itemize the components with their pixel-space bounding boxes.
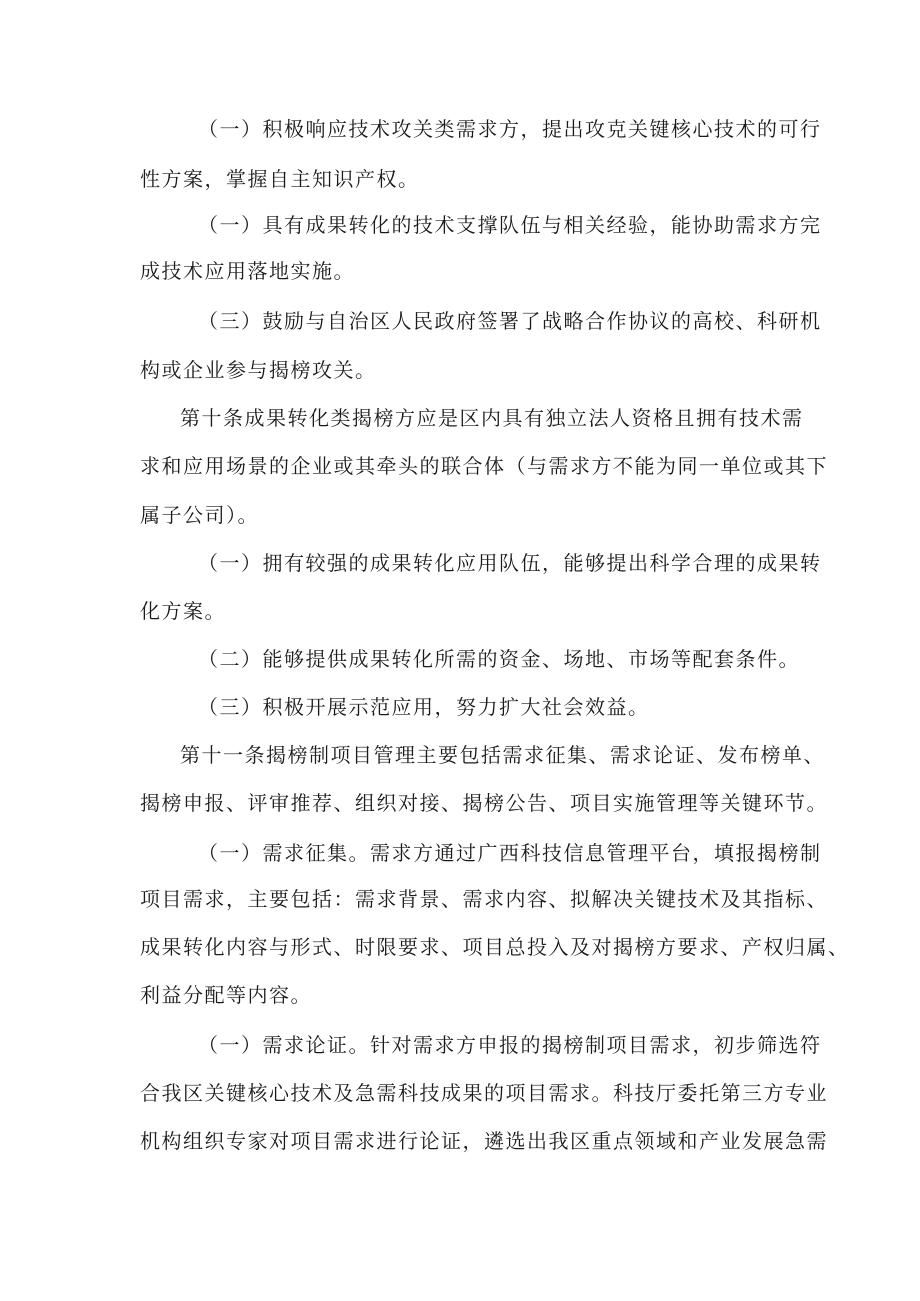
text-line: 属子公司）。: [140, 503, 259, 527]
text-line: （三）鼓励与自治区人民政府签署了战略合作协议的高校、科研机: [198, 309, 822, 333]
text-line: 合我区关键核心技术及急需科技成果的项目需求。科技厅委托第三方专业: [140, 1081, 828, 1105]
text-line: 第十条成果转化类揭榜方应是区内具有独立法人资格且拥有技术需: [180, 406, 804, 430]
text-line: （一）需求论证。针对需求方申报的揭榜制项目需求，初步筛选符: [198, 1033, 822, 1057]
text-line: 性方案，掌握自主知识产权。: [140, 167, 420, 191]
text-line: 成果转化内容与形式、时限要求、项目总投入及对揭榜方要求、产权归属、: [140, 935, 850, 959]
text-line: （二）能够提供成果转化所需的资金、场地、市场等配套条件。: [198, 647, 800, 671]
text-line: 机构组织专家对项目需求进行论证，遴选出我区重点领域和产业发展急需: [140, 1129, 828, 1153]
text-line: 第十一条揭榜制项目管理主要包括需求征集、需求论证、发布榜单、: [180, 743, 825, 767]
text-line: 构或企业参与揭榜攻关。: [140, 358, 377, 382]
text-line: 成技术应用落地实施。: [140, 259, 355, 283]
text-line: （一）积极响应技术攻关类需求方，提出攻克关键核心技术的可行: [198, 117, 822, 141]
text-line: 利益分配等内容。: [140, 983, 312, 1007]
text-line: （一）需求征集。需求方通过广西科技信息管理平台，填报揭榜制: [198, 841, 822, 865]
text-line: （一）拥有较强的成果转化应用队伍，能够提出科学合理的成果转: [198, 551, 822, 575]
text-line: 项目需求，主要包括：需求背景、需求内容、拟解决关键技术及其指标、: [140, 887, 828, 911]
text-line: 揭榜申报、评审推荐、组织对接、揭榜公告、项目实施管理等关键环节。: [140, 791, 828, 815]
text-line: （一）具有成果转化的技术支撑队伍与相关经验，能协助需求方完: [198, 213, 822, 237]
text-line: 化方案。: [140, 599, 226, 623]
text-line: 求和应用场景的企业或其牵头的联合体（与需求方不能为同一单位或其下: [140, 454, 828, 478]
text-line: （三）积极开展示范应用，努力扩大社会效益。: [198, 695, 650, 719]
